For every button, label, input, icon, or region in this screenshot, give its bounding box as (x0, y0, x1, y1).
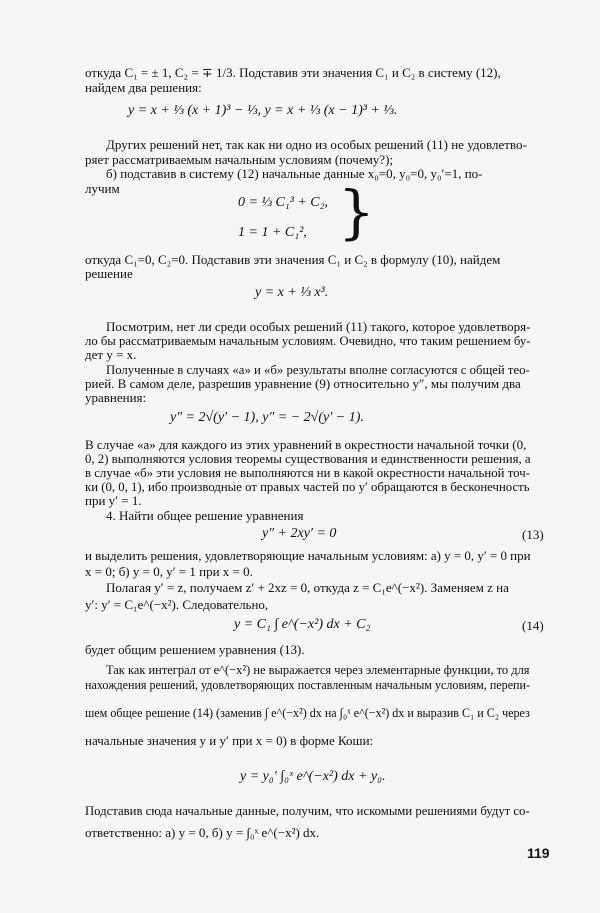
text-line: В случае «а» для каждого из этих уравнений в окрестности начальной точки (0, (85, 437, 527, 452)
equation: y = x + ⅓ (x + 1)³ − ⅓, y = x + ⅓ (x − 1)³ + ⅓. (128, 103, 398, 118)
text-line: будет общим решением уравнения (13). (85, 642, 305, 657)
text-line: Других решений нет, так как ни одно из особых решений (11) не удовлетво- (106, 137, 527, 152)
text-line: ло бы рассматриваемым начальным условиям. Очевидно, что таким решением бу- (85, 333, 531, 348)
text-line: начальные значения y и y′ при x = 0) в форме Коши: (85, 733, 374, 748)
text-line: y′: y′ = C₁e^(−x²). Следовательно, (85, 597, 269, 612)
equation: 0 = ⅓ C₁³ + C₂, (238, 195, 329, 210)
text-line: ки (0, 0, 1), ибо производные от правых частей по y′ обращаются в бесконечность (85, 479, 530, 494)
text-line: ответственно: а) y = 0, б) y = ∫₀ˣ e^(−x²) dx. (85, 825, 320, 840)
equation: 1 = 1 + C₁², (238, 225, 307, 240)
text-line: в случае «б» эти условия не выполняются ни в какой окрестности начальной точ- (85, 465, 530, 480)
equation: y″ + 2xy′ = 0 (262, 526, 337, 541)
text-line: найдем два решения: (85, 80, 202, 95)
equation: y = x + ⅓ x³. (255, 285, 329, 300)
system-brace: } (338, 178, 375, 246)
equation: y″ = 2√(y′ − 1), y″ = − 2√(y′ − 1). (170, 410, 364, 425)
page-number: 119 (527, 845, 550, 861)
equation: y = C₁ ∫ e^(−x²) dx + C₂ (234, 617, 371, 632)
text-line: x = 0; б) y = 0, y′ = 1 при x = 0. (85, 564, 253, 579)
text-line: Полагая y′ = z, получаем z′ + 2xz = 0, откуда z = C₁e^(−x²). Заменяем z на (106, 580, 509, 595)
text-line: откуда C₁=0, C₂=0. Подставив эти значения C₁ и C₂ в формулу (10), найдем (85, 252, 501, 267)
text-line: Так как интеграл от e^(−x²) не выражается через элементарные функции, то для (106, 662, 530, 677)
text-line: 4. Найти общее решение уравнения (106, 508, 304, 523)
text-line: рией. В самом деле, разрешив уравнение (9) относительно y″, мы получим два (85, 376, 521, 391)
text-line: и выделить решения, удовлетворяющие начальным условиям: а) y = 0, y′ = 0 при (85, 548, 531, 563)
text-line: ряет рассматриваемым начальным условиям (почему?); (85, 152, 394, 167)
text-line: откуда C₁ = ± 1, C₂ = ∓ 1/3. Подставив эти значения C₁ и C₂ в систему (12), (85, 65, 501, 80)
text-line: Подставив сюда начальные данные, получим, что искомыми решениями будут со- (85, 803, 530, 818)
text-line: лучим (85, 181, 120, 196)
text-line: дет y = x. (85, 347, 137, 362)
text-line: 0, 2) выполняются условия теоремы существования и единственности решения, а (85, 451, 531, 466)
text-line: решение (85, 266, 133, 281)
text-line: шем общее решение (14) (заменив ∫ e^(−x²) dx на ∫₀ˣ e^(−x²) dx и выразив C₁ и C₂ через (85, 705, 530, 720)
equation-number: (14) (522, 618, 544, 633)
text-line: Полученные в случаях «а» и «б» результаты вполне согласуются с общей тео- (106, 362, 530, 377)
equation-number: (13) (522, 527, 544, 542)
text-line: нахождения решений, удовлетворяющих поставленным начальным условиям, перепи- (85, 677, 531, 692)
text-line: Посмотрим, нет ли среди особых решений (11) такого, которое удовлетворя- (106, 319, 531, 334)
text-line: при y′ = 1. (85, 493, 142, 508)
equation: y = y₀′ ∫₀ˣ e^(−x²) dx + y₀. (240, 769, 386, 784)
text-line: уравнения: (85, 390, 147, 405)
text-line: б) подставив в систему (12) начальные данные x₀=0, y₀=0, y₀′=1, по- (106, 166, 483, 181)
